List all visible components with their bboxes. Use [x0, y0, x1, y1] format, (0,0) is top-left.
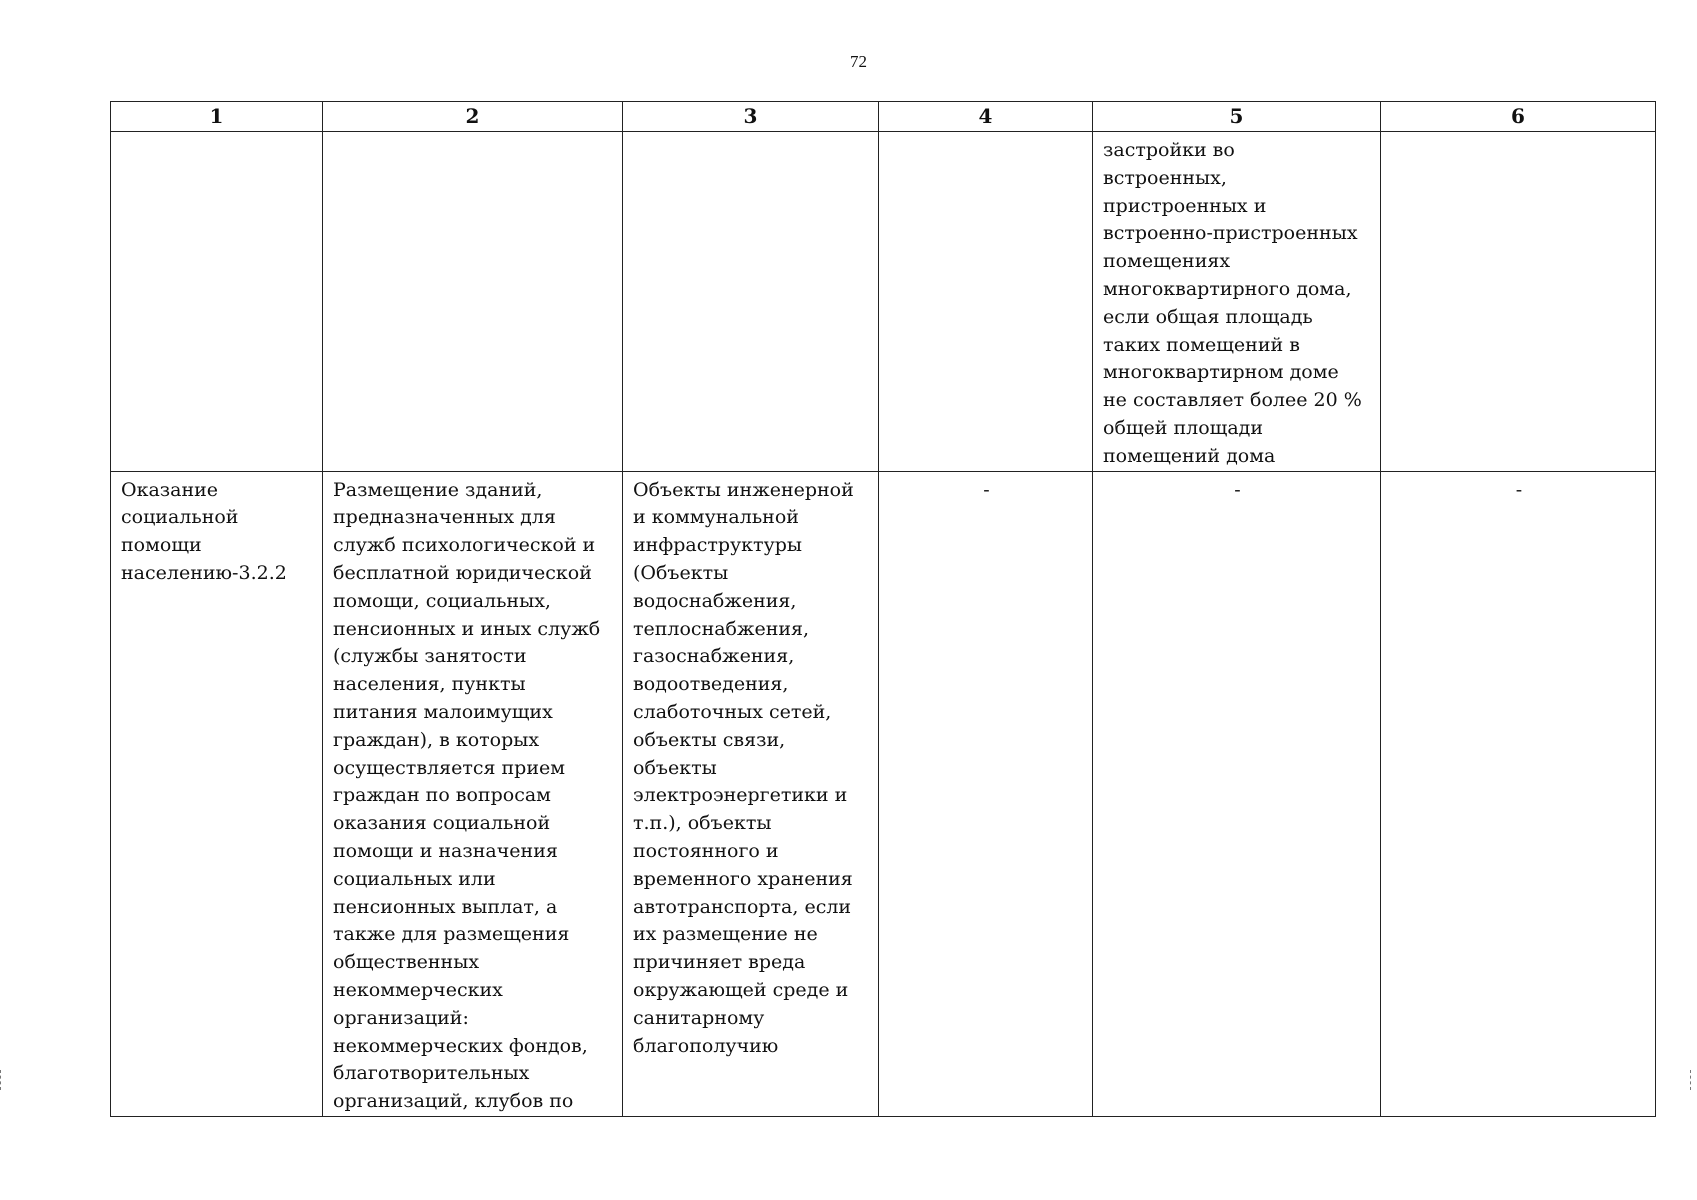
column-header-6: 6 — [1381, 102, 1656, 132]
land-use-description: Размещение зданий, предназначенных для служб психологической и бесплатной юридической помощи, социальных, пенсионных и иных служб (службы занятости населения, пункты питания малоимущих граждан), в которых осуществляется прием граждан по вопросам оказания социальной помощи и назначения социальных или пенсионных выплат, а также для размещения общественных некоммерческих организаций: некоммерческих фондов, благотворительных организаций, клубов по — [333, 478, 601, 1113]
column-header-2: 2 — [323, 102, 623, 132]
table-cell — [111, 132, 323, 472]
column-header-4: 4 — [879, 102, 1093, 132]
auxiliary-uses: Объекты инженерной и коммунальной инфраструктуры (Объекты водоснабжения, теплоснабжения, газоснабжения, водоотведения, слаботочных сетей, объекты связи, объекты электроэнергетики и т.п.), объекты постоянного и временного хранения автотранспорта, если их размещение не причиняет вреда окружающей среде и санитарному благополучию — [633, 478, 854, 1057]
table-cell — [623, 132, 879, 472]
restriction-text: застройки во встроенных, пристроенных и встроенно-пристроенных помещениях многоквартирного дома, если общая площадь таких помещений в многоквартирном доме не составляет более 20 % общей площади помещений дома — [1103, 139, 1362, 467]
table-cell — [111, 471, 323, 1116]
column-header-3: 3 — [623, 102, 879, 132]
table-cell — [879, 132, 1093, 472]
dash-value: - — [1515, 478, 1523, 501]
table-cell — [1381, 132, 1656, 472]
document-table — [110, 101, 1656, 1117]
dash-value: - — [983, 478, 990, 501]
table-header-row — [111, 102, 1656, 132]
land-use-type: Оказание социальной помощи населению-3.2.2 — [121, 478, 287, 584]
scan-edge-mark-left — [0, 1070, 3, 1090]
table-row — [111, 132, 1656, 472]
table-cell — [879, 471, 1093, 1116]
table-row — [111, 471, 1656, 1116]
table-cell — [1093, 132, 1381, 472]
table-cell — [1093, 471, 1381, 1116]
dash-value: - — [1234, 478, 1241, 501]
table-cell — [323, 132, 623, 472]
table-cell — [323, 471, 623, 1116]
scan-edge-mark-right — [1690, 1070, 1693, 1090]
page-number: 72 — [850, 52, 867, 71]
column-header-1: 1 — [111, 102, 323, 132]
table-cell — [1381, 471, 1656, 1116]
column-header-5: 5 — [1093, 102, 1381, 132]
table-cell — [623, 471, 879, 1116]
